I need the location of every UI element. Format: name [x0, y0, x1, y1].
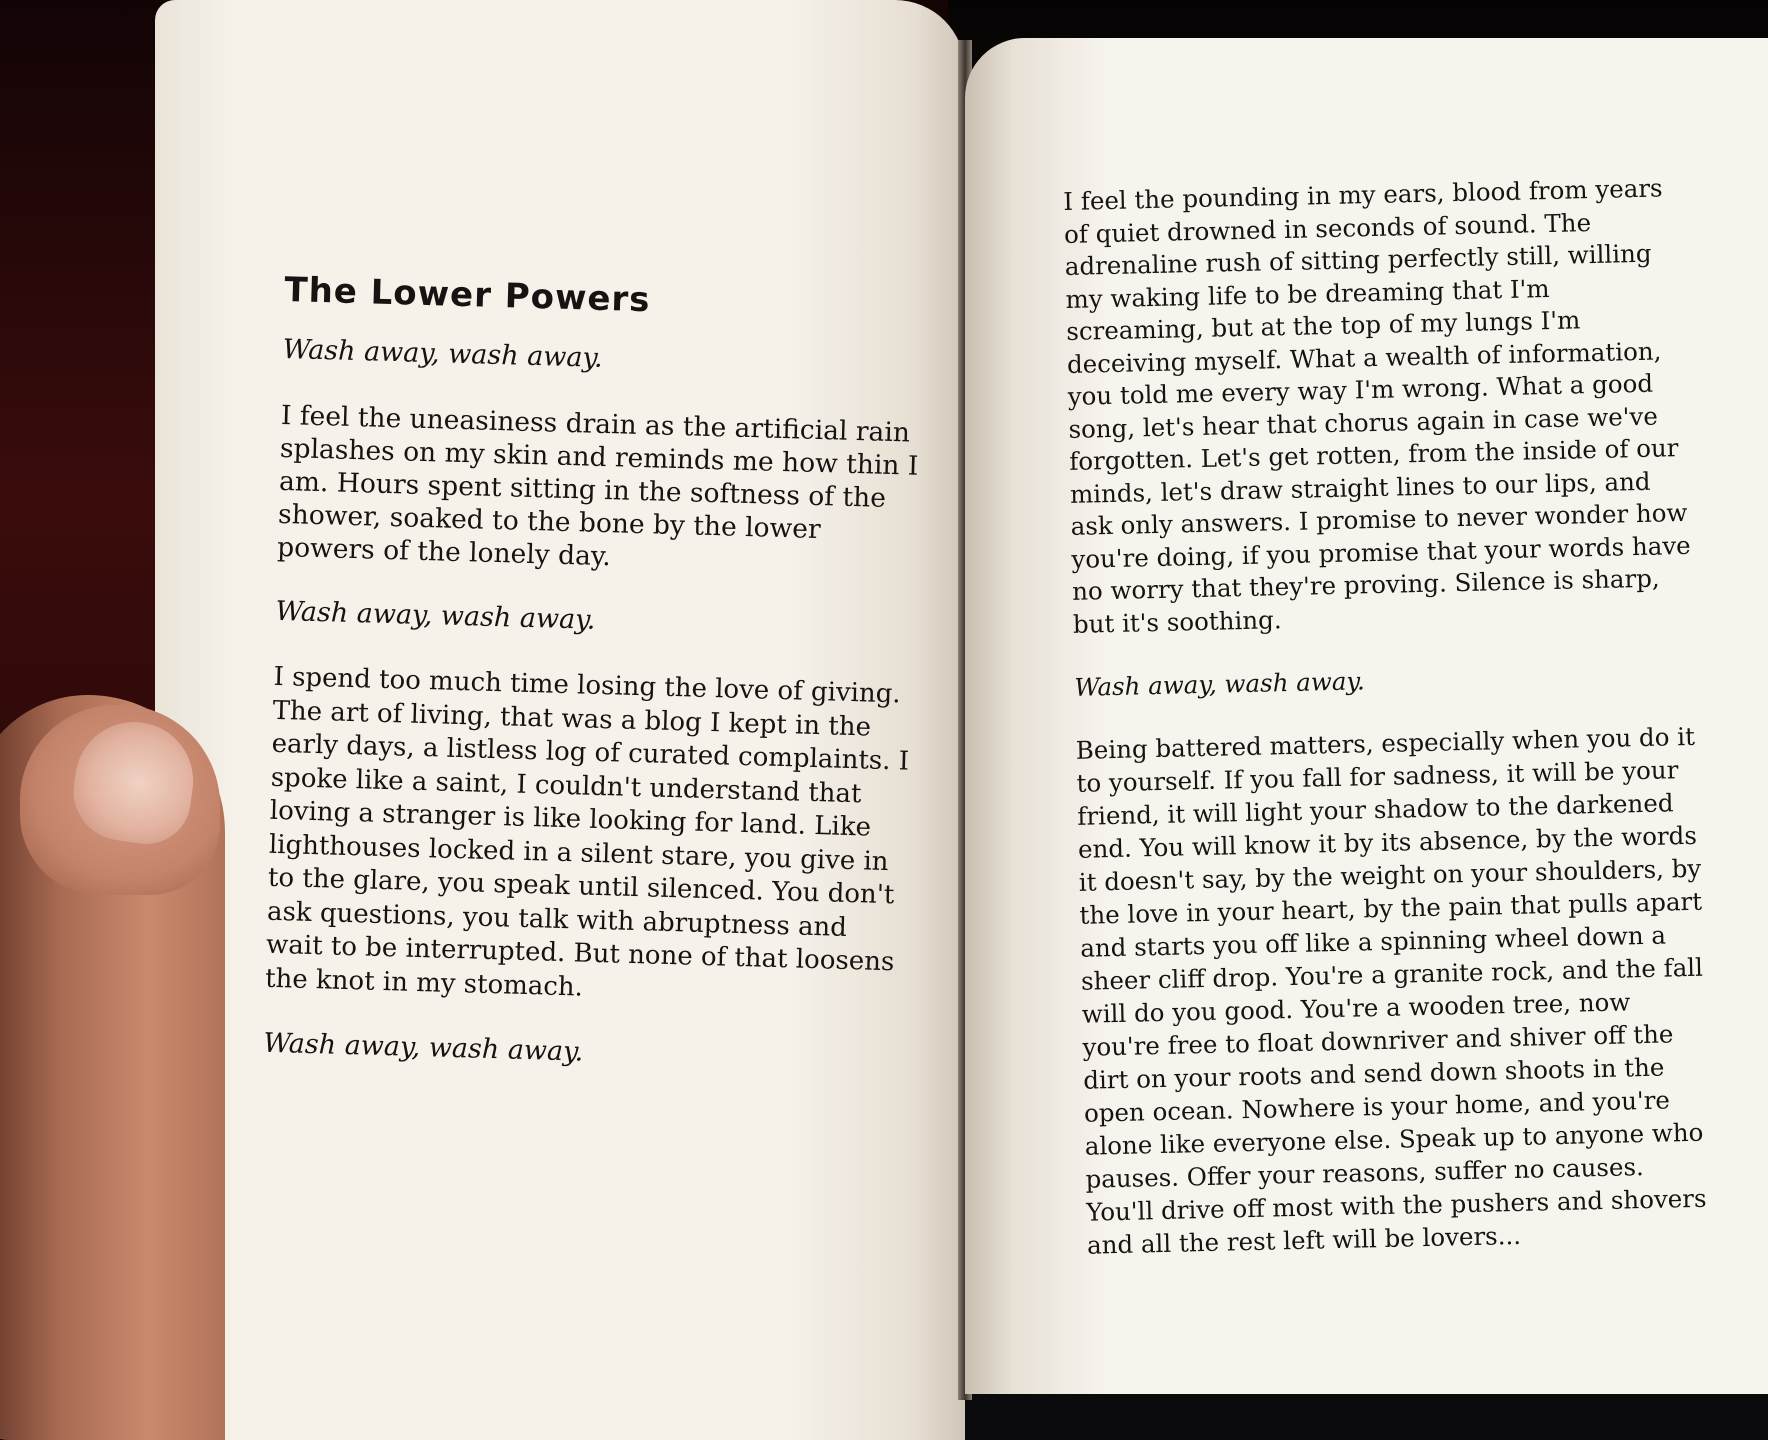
paragraph: I feel the pounding in my ears, blood from years of quiet drowned in seconds of sound. The adrenaline rush of sitting perfectly still, willing my waking life to be dreaming that I'm screaming, but at the top of my lungs I'm deceiving myself. What a wealth of information, you told me every way I'm wrong. What a good song, let's hear that chorus again in case we've forgotten. Let's get rotten, from the inside of our minds, let's draw straight lines to our lips, and ask only answers. I promise to never wonder how you're doing, if you promise that your words have no worry that they're proving. Silence is sharp, but it's soothing. [1063, 173, 1691, 639]
poem-title: The Lower Powers [283, 270, 652, 321]
refrain-line: Wash away, wash away. [275, 595, 596, 636]
right-page-text [1063, 172, 1712, 1262]
left-page-text [262, 270, 925, 1111]
refrain-line: Wash away, wash away. [1074, 666, 1366, 702]
left-page [155, 0, 965, 1440]
refrain-line: Wash away, wash away. [262, 1027, 584, 1068]
paragraph: Being battered matters, especially when you do it to yourself. If you fall for sadness, it will be your friend, it will light your shadow to the darkened end. You will know it by its absence, by the words it doesn't say, by the weight on your shoulders, by the love in your heart, by the pain that pulls apart and starts you off like a spinning wheel down a sheer cliff drop. You're a granite rock, and the fall will do you good. You're a wooden tree, now you're free to float downriver and shiver off the dirt on your roots and send down shoots in the open ocean. Nowhere is your home, and you're alone like everyone else. Speak up to anyone who pauses. Offer your reasons, suffer no causes. You'll drive off most with the pushers and shovers and all the rest left will be lovers... [1075, 721, 1707, 1260]
refrain-line: Wash away, wash away. [282, 333, 604, 374]
paragraph: I spend too much time losing the love of giving. The art of living, that was a blog I kept in the early days, a listless log of curated complaints. I spoke like a saint, I couldn't understand that loving a stranger is like looking for land. Like lighthouses locked in a silent stare, you give in to the glare, you speak until silenced. You don't ask questions, you talk with abruptness and wait to be interrupted. But none of that loosens the knot in my stomach. [264, 661, 910, 1003]
paragraph: I feel the uneasiness drain as the artificial rain splashes on my skin and reminds me how thin I am. Hours spent sitting in the softness of the shower, soaked to the bone by the lower powers of the lonely day. [276, 399, 919, 573]
right-page [965, 38, 1768, 1394]
